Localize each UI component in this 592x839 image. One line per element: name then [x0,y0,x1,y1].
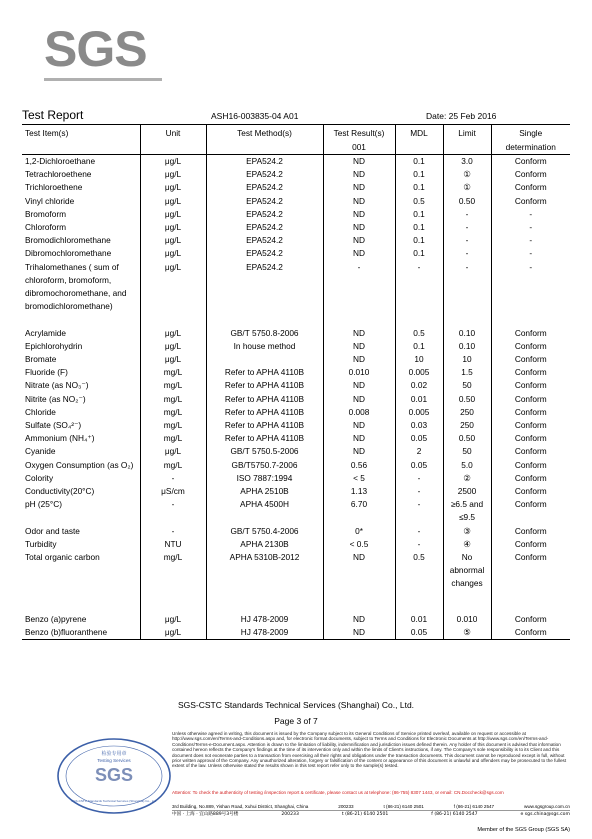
table-cell: APHA 5310B-2012 [206,551,323,613]
table-cell: Conform [491,393,570,406]
table-cell: 0.010 [323,366,395,379]
table-cell: 0.008 [323,406,395,419]
table-cell: GB/T 5750.4-2006 [206,525,323,538]
table-cell: 0.1 [395,168,443,181]
report-title: Test Report [22,108,84,122]
table-cell: 0.1 [395,208,443,221]
table-cell: ND [323,168,395,181]
table-cell: 5.0 [443,459,491,472]
table-cell: Conform [491,472,570,485]
table-cell: - [491,221,570,234]
tel-en: t (86-21) 6140 2501 [383,804,424,809]
table-cell: Cyanide [25,446,56,457]
table-row [22,485,570,498]
table-row [22,379,570,392]
table-cell: pH (25°C) [25,499,62,510]
column-header: MDL [395,125,443,155]
table-cell: ② [443,472,491,485]
table-row [22,208,570,221]
table-cell: Colority [25,472,54,483]
table-cell: - [395,485,443,498]
table-cell: ③ [443,525,491,538]
table-row [22,432,570,445]
table-cell: mg/L [140,432,206,445]
sgs-logo [44,20,162,78]
table-cell: Bromoform [25,208,67,219]
table-cell: 0.1 [395,155,443,169]
zip-cn: 200233 [281,812,299,817]
table-cell: 0.03 [395,419,443,432]
table-cell: Sulfate (SO₄²⁻) [25,420,82,431]
address-en: 3rd Building, No.889, Yishan Road, Xuhui District, Shanghai, China [172,804,309,809]
column-header: Test Method(s) [206,125,323,155]
table-cell: NTU [140,538,206,551]
table-cell: EPA524.2 [206,208,323,221]
report-number: ASH16-003835-04 A01 [211,111,299,121]
table-cell: Conform [491,353,570,366]
table-cell: μg/L [140,261,206,327]
table-cell: ND [323,221,395,234]
table-cell: EPA524.2 [206,234,323,247]
table-cell: 10 [443,353,491,366]
table-cell: EPA524.2 [206,181,323,194]
table-row [22,551,570,613]
table-cell: μg/L [140,340,206,353]
table-cell: 0.05 [395,626,443,640]
table-cell: - [140,472,206,485]
table-cell: mg/L [140,366,206,379]
table-cell: < 0.5 [323,538,395,551]
table-cell: μg/L [140,181,206,194]
table-cell: Conform [491,525,570,538]
zip-en: 200233 [338,804,354,809]
table-cell: 1.13 [323,485,395,498]
table-cell: μg/L [140,195,206,208]
table-row [22,459,570,472]
table-cell: HJ 478-2009 [206,626,323,640]
table-row [22,626,570,640]
table-cell: Conform [491,366,570,379]
table-cell: Acrylamide [25,327,67,338]
table-cell: 0* [323,525,395,538]
table-cell: Turbidity [25,538,57,549]
address-chinese [172,812,570,817]
table-cell: ND [323,379,395,392]
table-row [22,155,570,169]
table-cell: Nitrate (as NO₃⁻) [25,380,89,391]
table-cell: Conform [491,181,570,194]
table-cell: 250 [443,419,491,432]
table-cell: μg/L [140,445,206,458]
table-cell: APHA 2510B [206,485,323,498]
table-cell: - [323,261,395,327]
table-cell: - [140,525,206,538]
table-row [22,406,570,419]
table-cell: μg/L [140,626,206,640]
table-cell: 0.10 [443,340,491,353]
table-cell: 0.1 [395,247,443,260]
table-cell: μg/L [140,234,206,247]
table-cell: Refer to APHA 4110B [206,419,323,432]
table-cell: EPA524.2 [206,168,323,181]
table-cell: 0.01 [395,613,443,626]
column-header: Test Item(s) [22,125,140,155]
table-cell: mg/L [140,459,206,472]
table-row [22,419,570,432]
table-cell: 0.010 [443,613,491,626]
table-cell: Conform [491,551,570,613]
report-date: Date: 25 Feb 2016 [426,111,497,121]
column-header: Test Result(s) 001 [323,125,395,155]
table-cell: Conform [491,327,570,340]
logo-underline [44,78,162,81]
table-cell: 0.5 [395,327,443,340]
table-cell: mg/L [140,393,206,406]
table-cell: - [443,208,491,221]
table-row [22,234,570,247]
table-cell: Conform [491,195,570,208]
table-cell: μg/L [140,613,206,626]
table-cell: ND [323,340,395,353]
table-cell: Benzo (b)fluoranthene [22,626,140,640]
table-cell: < 5 [323,472,395,485]
table-cell: - [395,525,443,538]
table-cell: Conform [491,432,570,445]
address-english [172,804,570,809]
tel-cn: t (86-21) 6140 2501 [341,812,389,817]
table-cell: HJ 478-2009 [206,613,323,626]
member-note: Member of the SGS Group (SGS SA) [477,827,570,833]
table-cell: APHA 2130B [206,538,323,551]
table-cell: In house method [206,340,323,353]
table-header-row [22,125,570,155]
table-cell: Trihalomethanes ( sum of chloroform, bromoform, dibromochoromethane, and bromodichloromethane) [25,261,127,312]
table-cell: Total organic carbon [25,552,100,563]
fax-en: f (86-21) 6140 2547 [453,804,495,809]
table-cell: EPA524.2 [206,155,323,169]
table-cell: EPA524.2 [206,221,323,234]
table-cell: - [395,538,443,551]
table-row [22,261,570,327]
authenticity-notice: Attention: To check the authenticity of testing /inspection report & certificate, please contact us at telephone: (86-755) 8307 1443, or email: CN.Doccheck@sgs.com [172,790,504,795]
footer-company: SGS-CSTC Standards Technical Services (Shanghai) Co., Ltd. [177,700,415,710]
table-cell: 0.05 [395,432,443,445]
column-header: Limit [443,125,491,155]
table-cell: Vinyl chloride [25,195,75,206]
table-row [22,195,570,208]
table-cell: Bromodichloromethane [25,235,111,246]
table-row [22,340,570,353]
table-cell: 2500 [443,485,491,498]
table-cell: ND [323,234,395,247]
table-cell: ① [443,168,491,181]
page-number: Page 3 of 7 [274,716,318,726]
table-cell: Refer to APHA 4110B [206,393,323,406]
table-cell: - [443,234,491,247]
table-cell: μg/L [140,221,206,234]
table-cell: Conform [491,340,570,353]
table-cell: Trichloroethene [25,182,83,193]
seal-ring-text: SGS-CSTC Standards Technical Services (Shanghai) Co., Ltd. [71,799,157,803]
table-cell: mg/L [140,551,206,613]
results-table [22,124,570,640]
table-cell: Chloroform [25,222,67,233]
table-cell: 2 [395,445,443,458]
table-cell: APHA 4500H [206,498,323,524]
table-cell: ND [323,181,395,194]
table-cell: Bromate [25,354,57,365]
table-cell: Oxygen Consumption (as O₂) [25,459,134,470]
table-cell: ND [323,445,395,458]
table-row [22,168,570,181]
table-cell: Refer to APHA 4110B [206,432,323,445]
table-cell: GB/T 5750.8-2006 [206,327,323,340]
table-cell: μg/L [140,247,206,260]
table-cell: 3.0 [443,155,491,169]
table-cell: - [443,261,491,327]
table-cell: ND [323,393,395,406]
table-cell: - [491,261,570,327]
table-cell: - [443,221,491,234]
table-cell: Chloride [25,406,56,417]
table-cell: Refer to APHA 4110B [206,366,323,379]
table-cell: ① [443,181,491,194]
website-link[interactable]: www.sgsgroup.com.cn [524,804,570,809]
table-cell: - [491,234,570,247]
table-cell: Conform [491,419,570,432]
table-cell: Conform [491,459,570,472]
table-cell: 0.01 [395,393,443,406]
table-cell: Conform [491,379,570,392]
table-cell: Dibromochloromethane [25,248,112,259]
table-cell: Conductivity(20°C) [25,486,95,497]
address-divider [172,810,570,811]
table-row [22,247,570,260]
table-cell: EPA524.2 [206,195,323,208]
table-cell: ND [323,613,395,626]
table-cell: mg/L [140,406,206,419]
table-row [22,221,570,234]
address-cn: 中国 · 上海 · 宜山路889号3号楼 [172,812,239,817]
table-cell: ISO 7887:1994 [206,472,323,485]
table-cell: No abnormal changes [443,551,491,613]
table-cell: Conform [491,445,570,458]
table-row [22,353,570,366]
table-cell: 50 [443,379,491,392]
table-cell: μg/L [140,327,206,340]
table-cell: mg/L [140,419,206,432]
table-cell: ND [323,247,395,260]
table-cell: 0.1 [395,221,443,234]
testing-seal [55,736,173,816]
table-cell: - [443,247,491,260]
table-cell: 0.1 [395,340,443,353]
table-cell: Ammonium (NH₄⁺) [25,433,95,444]
table-cell: μg/L [140,168,206,181]
table-cell: ND [323,327,395,340]
table-cell: ⑤ [443,626,491,640]
table-cell: 10 [395,353,443,366]
table-cell: Odor and taste [25,525,80,536]
table-cell [206,353,323,366]
table-cell: - [395,261,443,327]
table-cell: 0.1 [395,234,443,247]
table-cell: ND [323,353,395,366]
disclaimer-text: Unless otherwise agreed in writing, this document is issued by the Company subject to its General Conditions of Service printed overleaf, available on request or accessible at http://www.sgs.com/en/Terms-and-Conditions.aspx and, for electronic format documents, subject to Terms and Conditions for Electronic Documents at http://www.sgs.com/en/Terms-and-Conditions/Terms-e-Document.aspx. Attention is drawn to the limitation of liability, indemnification and jurisdiction issues defined therein. Any holder of this document is advised that information contained hereon reflects the Company's findings at the time of its intervention only and within the limits of Client's instructions, if any. The Company's sole responsibility is to its Client and this document does not exonerate parties to a transaction from exercising all their rights and obligations under the transaction documents. This document cannot be reproduced except in full, without prior written approval of the Company. Any unauthorized alteration, forgery or falsification of the content or appearance of this document is unlawful and offenders may be prosecuted to the fullest extent of the law. Unless otherwise stated the results shown in this test report refer only to the sample(s) tested. [172,731,567,769]
table-cell: 0.5 [395,551,443,613]
table-cell: 0.50 [443,195,491,208]
table-cell: Refer to APHA 4110B [206,379,323,392]
table-cell: Benzo (a)pyrene [25,614,87,625]
table-cell: 50 [443,445,491,458]
table-cell: - [395,498,443,524]
seal-cn-text: 检验专用章 [101,751,127,757]
table-body [22,155,570,640]
table-cell: Conform [491,538,570,551]
table-cell: Conform [491,406,570,419]
table-cell: ND [323,626,395,640]
table-cell: ND [323,208,395,221]
table-cell: 1,2-Dichloroethane [25,156,96,166]
table-cell: - [491,247,570,260]
table-row [22,327,570,340]
table-cell: 0.10 [443,327,491,340]
table-row [22,498,570,524]
table-cell: 0.02 [395,379,443,392]
seal-en-text: Testing Services [97,758,131,763]
logo-text: SGS [44,21,147,77]
table-cell: ND [323,432,395,445]
table-cell: ≥6.5 and ≤9.5 [443,498,491,524]
table-row [22,472,570,485]
table-row [22,366,570,379]
table-cell: ND [323,419,395,432]
table-cell: Nitrite (as NO₂⁻) [25,393,86,404]
table-cell: 0.56 [323,459,395,472]
table-cell: 250 [443,406,491,419]
column-header: Unit [140,125,206,155]
seal-logo: SGS [94,765,134,785]
table-row [22,181,570,194]
column-header: Single determination [491,125,570,155]
table-cell: 0.50 [443,393,491,406]
table-cell: Conform [491,485,570,498]
table-cell: 1.5 [443,366,491,379]
table-cell: Refer to APHA 4110B [206,406,323,419]
table-cell: μS/cm [140,485,206,498]
email-link[interactable]: e sgs.china@sgs.com [520,812,570,817]
table-row [22,538,570,551]
table-cell: 0.1 [395,181,443,194]
table-row [22,525,570,538]
table-cell: Epichlorohydrin [25,340,83,351]
table-cell: 0.05 [395,459,443,472]
table-cell: mg/L [140,379,206,392]
table-cell: 0.5 [395,195,443,208]
table-cell: μg/L [140,208,206,221]
table-cell: ND [323,155,395,169]
table-row [22,613,570,626]
table-cell: ND [323,551,395,613]
table-cell: 6.70 [323,498,395,524]
table-cell: Tetrachloroethene [25,169,92,180]
table-cell: Conform [491,168,570,181]
table-cell: ND [323,195,395,208]
table-cell: 0.005 [395,406,443,419]
table-cell: - [491,208,570,221]
table-cell: GB/T5750.7-2006 [206,459,323,472]
table-cell: 0.50 [443,432,491,445]
table-cell: Conform [491,626,570,640]
table-cell: - [395,472,443,485]
fax-cn: f (86-21) 6140 2547 [431,812,478,817]
table-cell: GB/T 5750.5-2006 [206,445,323,458]
table-cell: 0.005 [395,366,443,379]
table-cell: Conform [491,498,570,524]
table-row [22,445,570,458]
table-cell: - [140,498,206,524]
table-cell: ④ [443,538,491,551]
table-cell: Conform [491,613,570,626]
table-cell: Conform [491,155,570,169]
table-row [22,393,570,406]
table-cell: EPA524.2 [206,261,323,327]
table-cell: μg/L [140,155,206,169]
table-cell: EPA524.2 [206,247,323,260]
table-cell: Fluoride (F) [25,367,68,378]
table-cell: μg/L [140,353,206,366]
